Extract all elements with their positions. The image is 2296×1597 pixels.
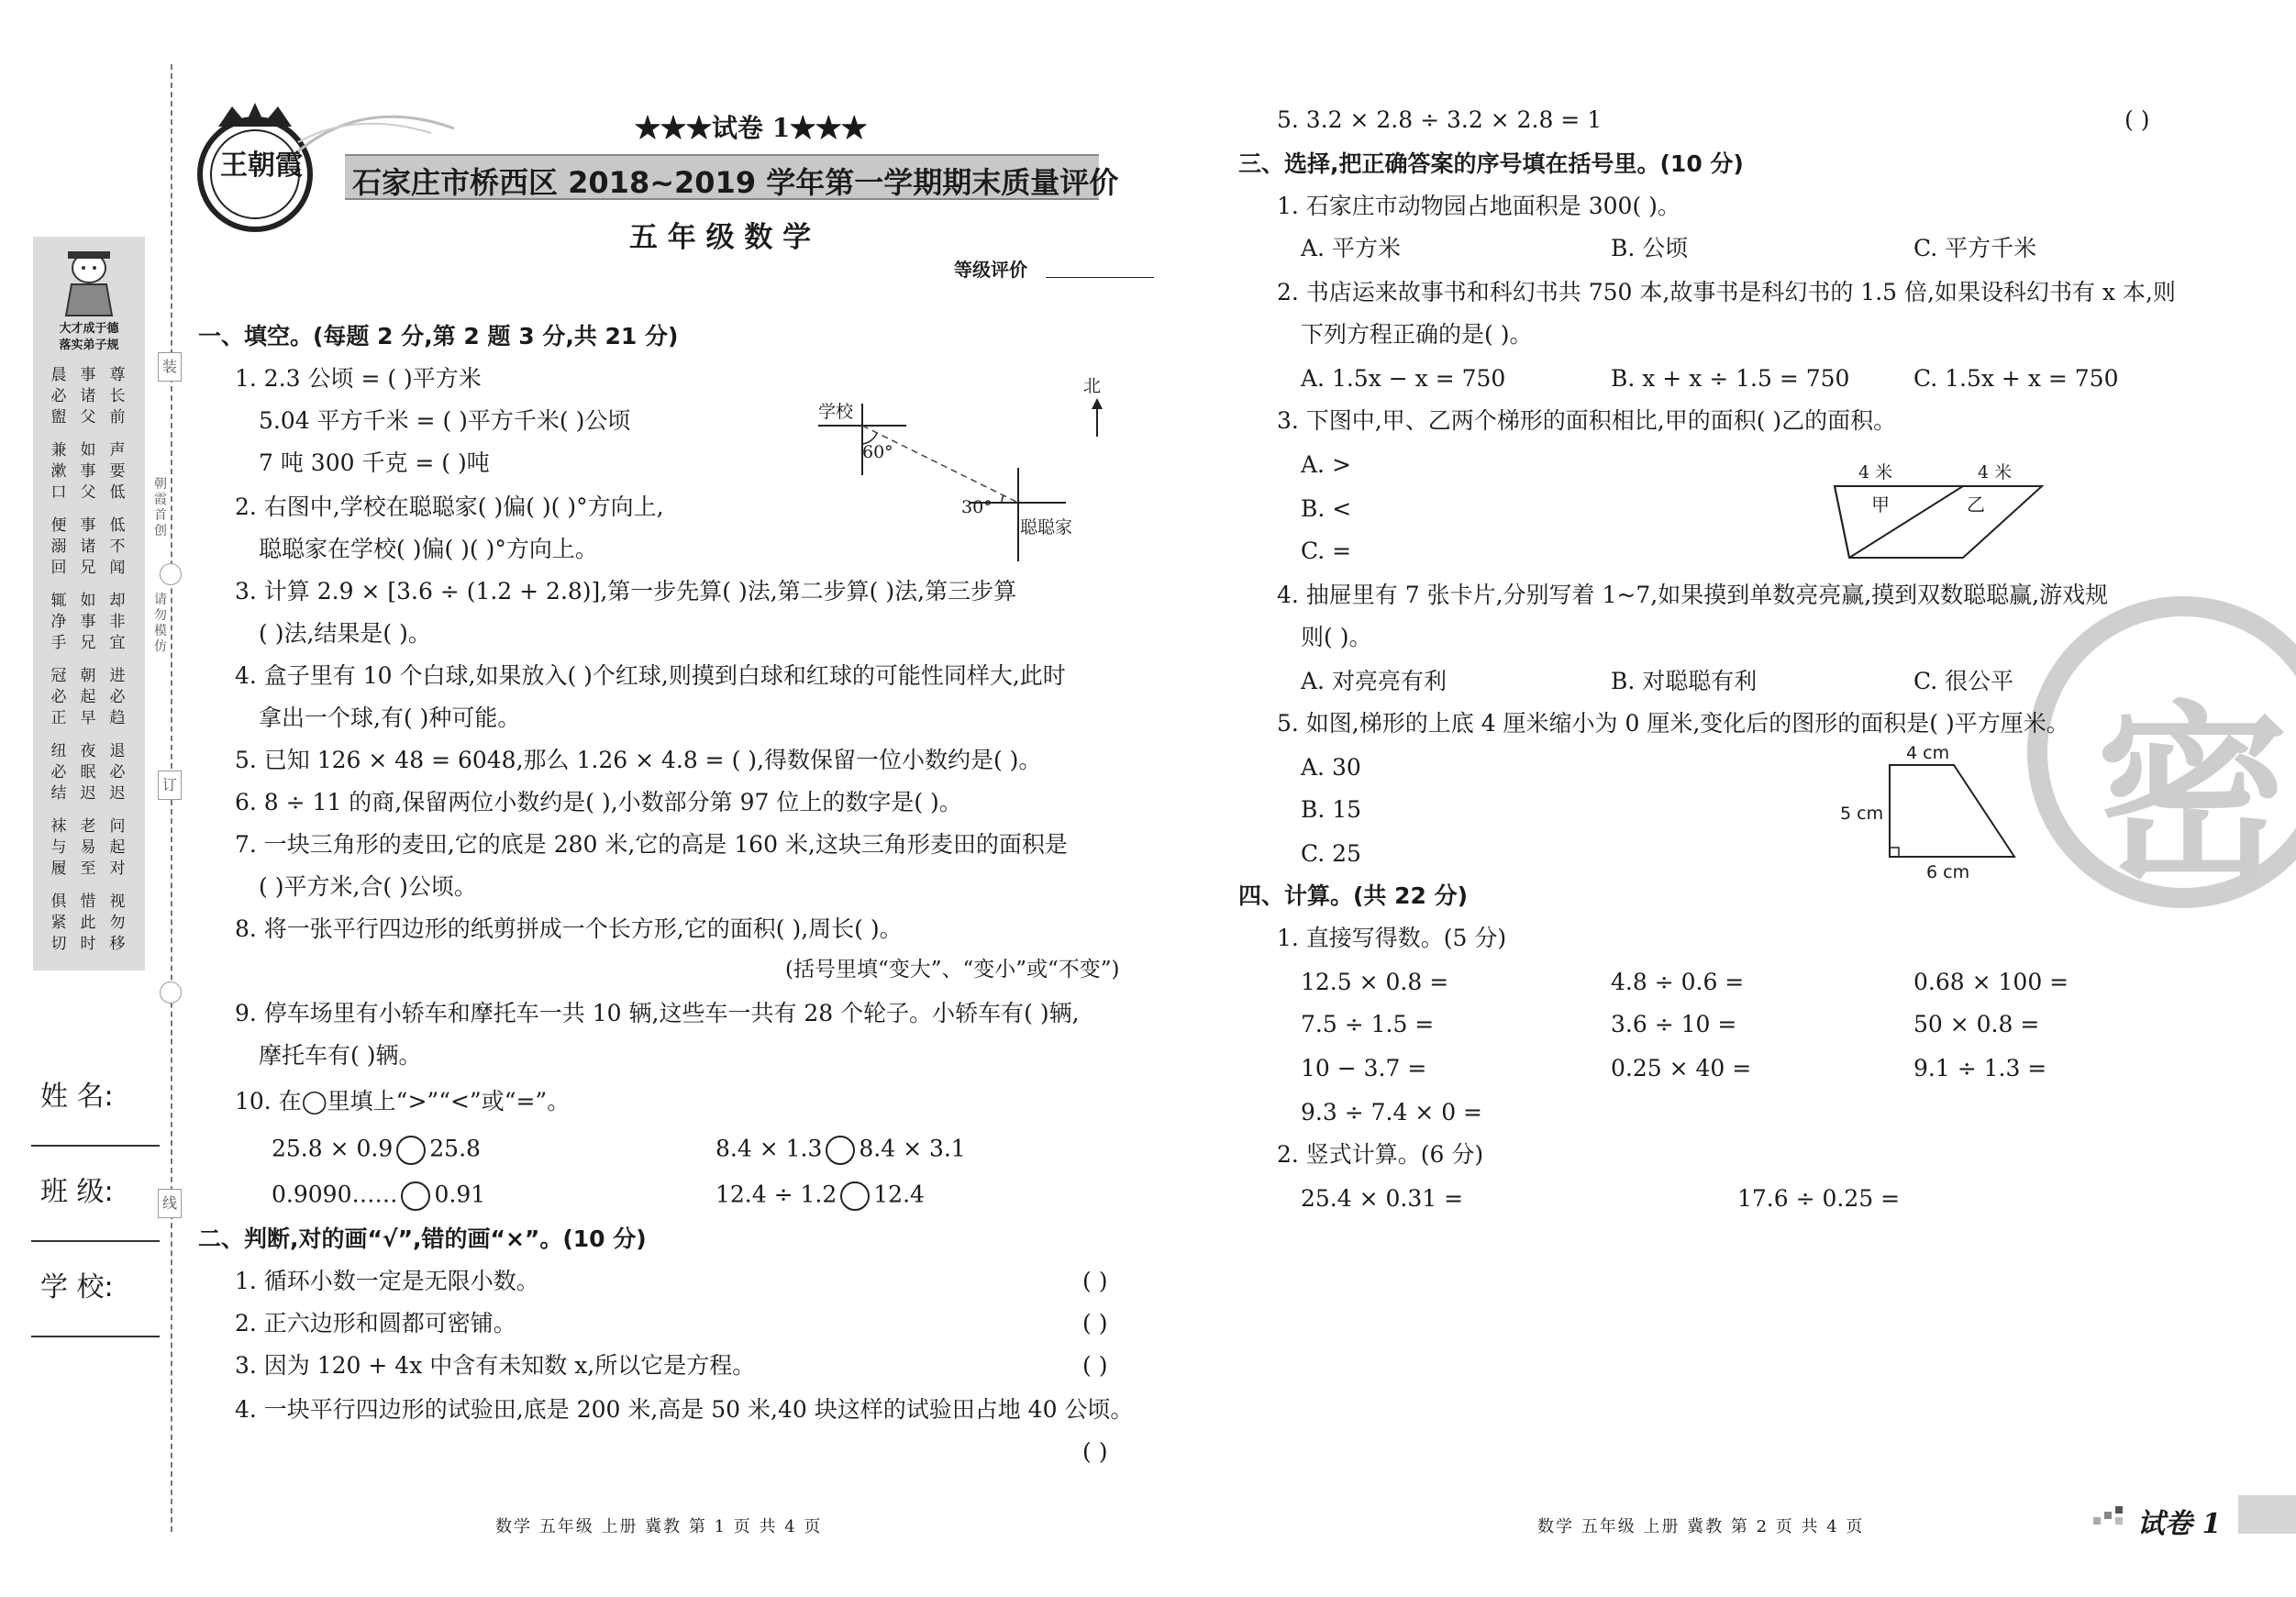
s3-q2-option-b: B. x + x ÷ 1.5 = 750 — [1611, 365, 1850, 392]
calc-6: 50 × 0.8 = — [1913, 1011, 2040, 1037]
s3-q1-option-c: C. 平方千米 — [1913, 235, 2037, 261]
s3-q2-option-c: C. 1.5x + x = 750 — [1913, 365, 2119, 392]
sidebar-verse-column: 惜 此 时 — [80, 893, 96, 953]
sidebar-verse-column: 俱 紧 切 — [50, 893, 67, 953]
school-label: 学校 — [818, 402, 854, 422]
s2-q4-answer[interactable]: ( ) — [1082, 1438, 1108, 1465]
sidebar-motto — [39, 321, 139, 354]
direction-diagram — [807, 367, 1147, 569]
s3-q3: 3. 下图中,甲、乙两个梯形的面积相比,甲的面积( )乙的面积。 — [1277, 407, 1897, 434]
calc-2: 4.8 ÷ 0.6 = — [1611, 969, 1745, 995]
trap-length-2: 4 米 — [1978, 462, 2013, 482]
calc-3: 0.68 × 100 = — [1913, 969, 2069, 995]
home-label: 聪聪家 — [1020, 517, 1073, 538]
sidebar-verse-column: 视 勿 移 — [109, 893, 126, 953]
s3-q5-option-a: A. 30 — [1301, 754, 1361, 781]
s3-q5-option-c: C. 25 — [1301, 840, 1361, 867]
s3-q3-option-b: B. < — [1301, 495, 1352, 522]
s2-q2: 2. 正六边形和圆都可密铺。 — [235, 1310, 516, 1336]
s1-q7a: 7. 一块三角形的麦田,它的底是 280 米,它的高是 160 米,这块三角形麦田的面积是 — [235, 831, 1068, 858]
north-arrow-icon — [1092, 398, 1103, 409]
sidebar-verse-column: 晨 必 盥 — [50, 366, 67, 427]
s3-q4-option-b: B. 对聪聪有利 — [1611, 668, 1758, 694]
trap-top-label: 4 cm — [1906, 743, 1950, 763]
sidebar-verse-column: 冠 必 正 — [50, 667, 67, 727]
calc-5: 3.6 ÷ 10 = — [1611, 1011, 1737, 1037]
right-trapezoid-outline — [1890, 765, 2014, 857]
calc-1: 12.5 × 0.8 = — [1301, 969, 1449, 995]
school-label: 学 校: — [40, 1271, 114, 1303]
name-line[interactable] — [31, 1145, 160, 1147]
page-tag: 试卷 1 — [2137, 1508, 2222, 1540]
s2-q3-answer[interactable]: ( ) — [1082, 1352, 1108, 1379]
fold-note-2: 请 勿 模 仿 — [154, 593, 167, 654]
calc-8: 0.25 × 40 = — [1611, 1055, 1752, 1081]
series-label: ★★★试卷 1★★★ — [635, 113, 868, 143]
section1-heading: 一、填空。(每题 2 分,第 2 题 3 分,共 21 分) — [198, 323, 679, 349]
s2-q1-answer[interactable]: ( ) — [1082, 1268, 1108, 1294]
s1-q8: 8. 将一张平行四边形的纸剪拼成一个长方形,它的面积( ),周长( )。 — [235, 915, 903, 942]
sidebar-verse-column: 退 必 迟 — [109, 742, 126, 803]
s1-q1c: 7 吨 300 千克 = ( )吨 — [259, 449, 490, 476]
sidebar-verse-column: 进 必 趋 — [109, 667, 126, 727]
s4-sub1: 1. 直接写得数。(5 分) — [1277, 925, 1507, 951]
s1-q7b: ( )平方米,合( )公顷。 — [259, 873, 477, 900]
s3-q4-option-c: C. 很公平 — [1913, 668, 2014, 694]
calc-4: 7.5 ÷ 1.5 = — [1301, 1011, 1435, 1037]
sidebar-verse-column: 事 诸 兄 — [80, 516, 96, 577]
sidebar-verse-column: 老 易 至 — [80, 817, 96, 878]
footer-left: 数学 五年级 上册 冀教 第 1 页 共 4 页 — [495, 1517, 823, 1536]
s1-q10: 10. 在◯里填上“>”“<”或“=”。 — [235, 1088, 571, 1115]
s1-q1a: 1. 2.3 公顷 = ( )平方米 — [235, 365, 482, 392]
sidebar-verse-column: 声 要 低 — [109, 441, 126, 502]
school-to-home-line — [862, 426, 1018, 503]
class-label: 班 级: — [40, 1176, 114, 1208]
fold-mark-ding: 订 — [158, 771, 182, 800]
school-line[interactable] — [31, 1336, 160, 1337]
sidebar-verse-column: 纽 必 结 — [50, 742, 67, 803]
ribbon-decoration — [294, 101, 459, 156]
s2-q1: 1. 循环小数一定是无限小数。 — [235, 1268, 539, 1294]
vertical-calc-1: 25.4 × 0.31 = — [1301, 1185, 1464, 1212]
compare-1-right: 25.8 — [429, 1135, 481, 1162]
sidebar-verse-column: 辄 净 手 — [50, 592, 67, 652]
s1-q4a: 4. 盒子里有 10 个白球,如果放入( )个红球,则摸到白球和红球的可能性同样大,此时 — [235, 662, 1066, 689]
motto-sidebar — [33, 237, 145, 970]
subject-title: 五 年 级 数 学 — [629, 221, 812, 254]
trap-bottom-label: 6 cm — [1926, 862, 1970, 882]
s1-q3b: ( )法,结果是( )。 — [259, 620, 431, 647]
s1-q2a: 2. 右图中,学校在聪聪家( )偏( )( )°方向上, — [235, 494, 664, 520]
compare-3-left: 0.9090…… — [272, 1181, 398, 1208]
s3-q3-option-a: A. > — [1301, 451, 1351, 478]
compare-4-circle[interactable] — [840, 1181, 870, 1211]
s3-q1: 1. 石家庄市动物园占地面积是 300( )。 — [1277, 193, 1680, 219]
trap-length-1: 4 米 — [1858, 462, 1893, 482]
s1-q2b: 聪聪家在学校( )偏( )( )°方向上。 — [259, 536, 598, 562]
sidebar-verse-column: 问 起 对 — [109, 817, 126, 878]
confidential-seal-char: 密 — [2096, 684, 2290, 909]
calc-10: 9.3 ÷ 7.4 × 0 = — [1301, 1099, 1482, 1126]
sidebar-verse-column: 尊 长 前 — [109, 366, 126, 427]
s3-q5-option-b: B. 15 — [1301, 796, 1362, 823]
class-line[interactable] — [31, 1240, 160, 1242]
sidebar-verse-column: 事 诸 父 — [80, 366, 96, 427]
sidebar-verse-column: 如 事 兄 — [80, 592, 96, 652]
trapezoid-compare-figure — [1825, 477, 2055, 569]
sidebar-verse-column: 便 溺 回 — [50, 516, 67, 577]
s3-q1-option-b: B. 公顷 — [1611, 235, 1689, 261]
trap-jia-label: 甲 — [1871, 494, 1890, 516]
s3-q2-option-a: A. 1.5x − x = 750 — [1301, 365, 1506, 392]
sidebar-verse-column: 朝 起 早 — [80, 667, 96, 727]
compare-2-circle[interactable] — [826, 1136, 855, 1165]
trapezoid-divider — [1849, 486, 1963, 558]
calc-9: 9.1 ÷ 1.3 = — [1913, 1055, 2047, 1081]
trap-side-label: 5 cm — [1840, 804, 1884, 824]
compare-row-2-right — [715, 1181, 925, 1211]
sidebar-verse-column: 兼 漱 口 — [50, 441, 67, 502]
compare-3-circle[interactable] — [401, 1181, 430, 1211]
logo-text: 王朝霞 — [220, 150, 303, 182]
s2-q5-answer[interactable]: ( ) — [2124, 106, 2150, 133]
s1-q9a: 9. 停车场里有小轿车和摩托车一共 10 辆,这些车一共有 28 个轮子。小轿车有( )辆, — [235, 1000, 1080, 1026]
exam-title: 石家庄市桥西区 2018~2019 学年第一学期期末质量评价 — [352, 165, 1119, 200]
compare-1-left: 25.8 × 0.9 — [272, 1135, 394, 1162]
rating-line[interactable] — [1046, 277, 1154, 278]
s1-q6: 6. 8 ÷ 11 的商,保留两位小数约是( ),小数部分第 97 位上的数字是( )。 — [235, 789, 962, 815]
compare-1-circle[interactable] — [396, 1136, 426, 1165]
s1-q5: 5. 已知 126 × 48 = 6048,那么 1.26 × 4.8 = ( ),得数保留一位小数约是( )。 — [235, 747, 1042, 773]
calc-7: 10 − 3.7 = — [1301, 1055, 1427, 1081]
angle-60-label: 60° — [862, 442, 893, 462]
sidebar-verse-column: 夜 眠 迟 — [80, 742, 96, 803]
compare-row-2-left — [272, 1181, 485, 1211]
compare-3-right: 0.91 — [434, 1181, 486, 1208]
s1-q9b: 摩托车有( )辆。 — [259, 1042, 422, 1069]
fold-circle-1 — [160, 563, 182, 585]
s1-q1b: 5.04 平方千米 = ( )平方千米( )公顷 — [259, 407, 631, 434]
compare-2-right: 8.4 × 3.1 — [859, 1135, 966, 1162]
sidebar-verse-column: 袜 与 履 — [50, 817, 67, 878]
fold-circle-2 — [160, 981, 182, 1004]
s2-q4: 4. 一块平行四边形的试验田,底是 200 米,高是 50 米,40 块这样的试验田占地 40 公顷。 — [235, 1396, 1134, 1423]
compare-4-left: 12.4 ÷ 1.2 — [715, 1181, 837, 1208]
north-label: 北 — [1083, 376, 1102, 396]
s1-q4b: 拿出一个球,有( )种可能。 — [259, 704, 521, 731]
s3-q1-option-a: A. 平方米 — [1301, 235, 1401, 261]
s1-q8-note: (括号里填“变大”、“变小”或“不变”) — [785, 958, 1120, 981]
right-angle-mark — [1890, 848, 1899, 857]
vertical-calc-2: 17.6 ÷ 0.25 = — [1737, 1185, 1901, 1212]
s3-q4a: 4. 抽屉里有 7 张卡片,分别写着 1~7,如果摸到单数亮亮赢,摸到双数聪聪赢,游戏规 — [1277, 582, 2109, 608]
compare-row-1-left — [272, 1136, 481, 1165]
compare-2-left: 8.4 × 1.3 — [715, 1135, 823, 1162]
angle-arc-30 — [1002, 495, 1004, 503]
compare-row-1-right — [715, 1136, 966, 1165]
section2-heading: 二、判断,对的画“√”,错的画“×”。(10 分) — [198, 1225, 647, 1252]
footer-right: 数学 五年级 上册 冀教 第 2 页 共 4 页 — [1537, 1517, 1865, 1536]
page-tag-bar — [2238, 1495, 2296, 1534]
s1-q3a: 3. 计算 2.9 × [3.6 ÷ (1.2 + 2.8)],第一步先算( )法,第二步算( )法,第三步算 — [235, 578, 1017, 604]
s3-q5: 5. 如图,梯形的上底 4 厘米缩小为 0 厘米,变化后的图形的面积是( )平方厘米。 — [1277, 710, 2069, 737]
sidebar-verse-column: 低 不 闻 — [109, 516, 126, 577]
scholar-figure-icon — [59, 246, 119, 317]
trap-yi-label: 乙 — [1967, 494, 1985, 516]
sidebar-motto-1: 大才成于德 — [59, 322, 119, 336]
s3-q3-option-c: C. = — [1301, 538, 1352, 564]
s3-q4-option-a: A. 对亮亮有利 — [1301, 668, 1447, 694]
angle-30-label: 30° — [961, 497, 993, 517]
right-trapezoid-figure — [1880, 761, 2027, 862]
s3-q4b: 则( )。 — [1301, 624, 1372, 650]
s2-q3: 3. 因为 120 + 4x 中含有未知数 x,所以它是方程。 — [235, 1352, 756, 1379]
s3-q2a: 2. 书店运来故事书和科幻书共 750 本,故事书是科幻书的 1.5 倍,如果设科幻书有 x 本,则 — [1277, 279, 2176, 305]
s2-q2-answer[interactable]: ( ) — [1082, 1310, 1108, 1336]
section3-heading: 三、选择,把正确答案的序号填在括号里。(10 分) — [1238, 150, 1744, 177]
s2-q5: 5. 3.2 × 2.8 ÷ 3.2 × 2.8 = 1 — [1277, 106, 1603, 133]
section4-heading: 四、计算。(共 22 分) — [1238, 882, 1469, 909]
fold-note-1: 朝 霞 首 创 — [154, 477, 167, 538]
compare-4-right: 12.4 — [873, 1181, 925, 1208]
name-label: 姓 名: — [40, 1081, 114, 1113]
fold-mark-zhuang: 装 — [158, 352, 182, 382]
sidebar-verse-column: 如 事 父 — [80, 441, 96, 502]
sidebar-motto-2: 落实弟子规 — [59, 338, 119, 352]
s4-sub2: 2. 竖式计算。(6 分) — [1277, 1141, 1484, 1168]
sidebar-verse-column: 却 非 宜 — [109, 592, 126, 652]
rating-label: 等级评价 — [954, 259, 1027, 281]
s3-q2b: 下列方程正确的是( )。 — [1301, 321, 1533, 348]
page-tag-squares-icon — [2091, 1504, 2132, 1526]
fold-mark-xian: 线 — [158, 1189, 182, 1218]
